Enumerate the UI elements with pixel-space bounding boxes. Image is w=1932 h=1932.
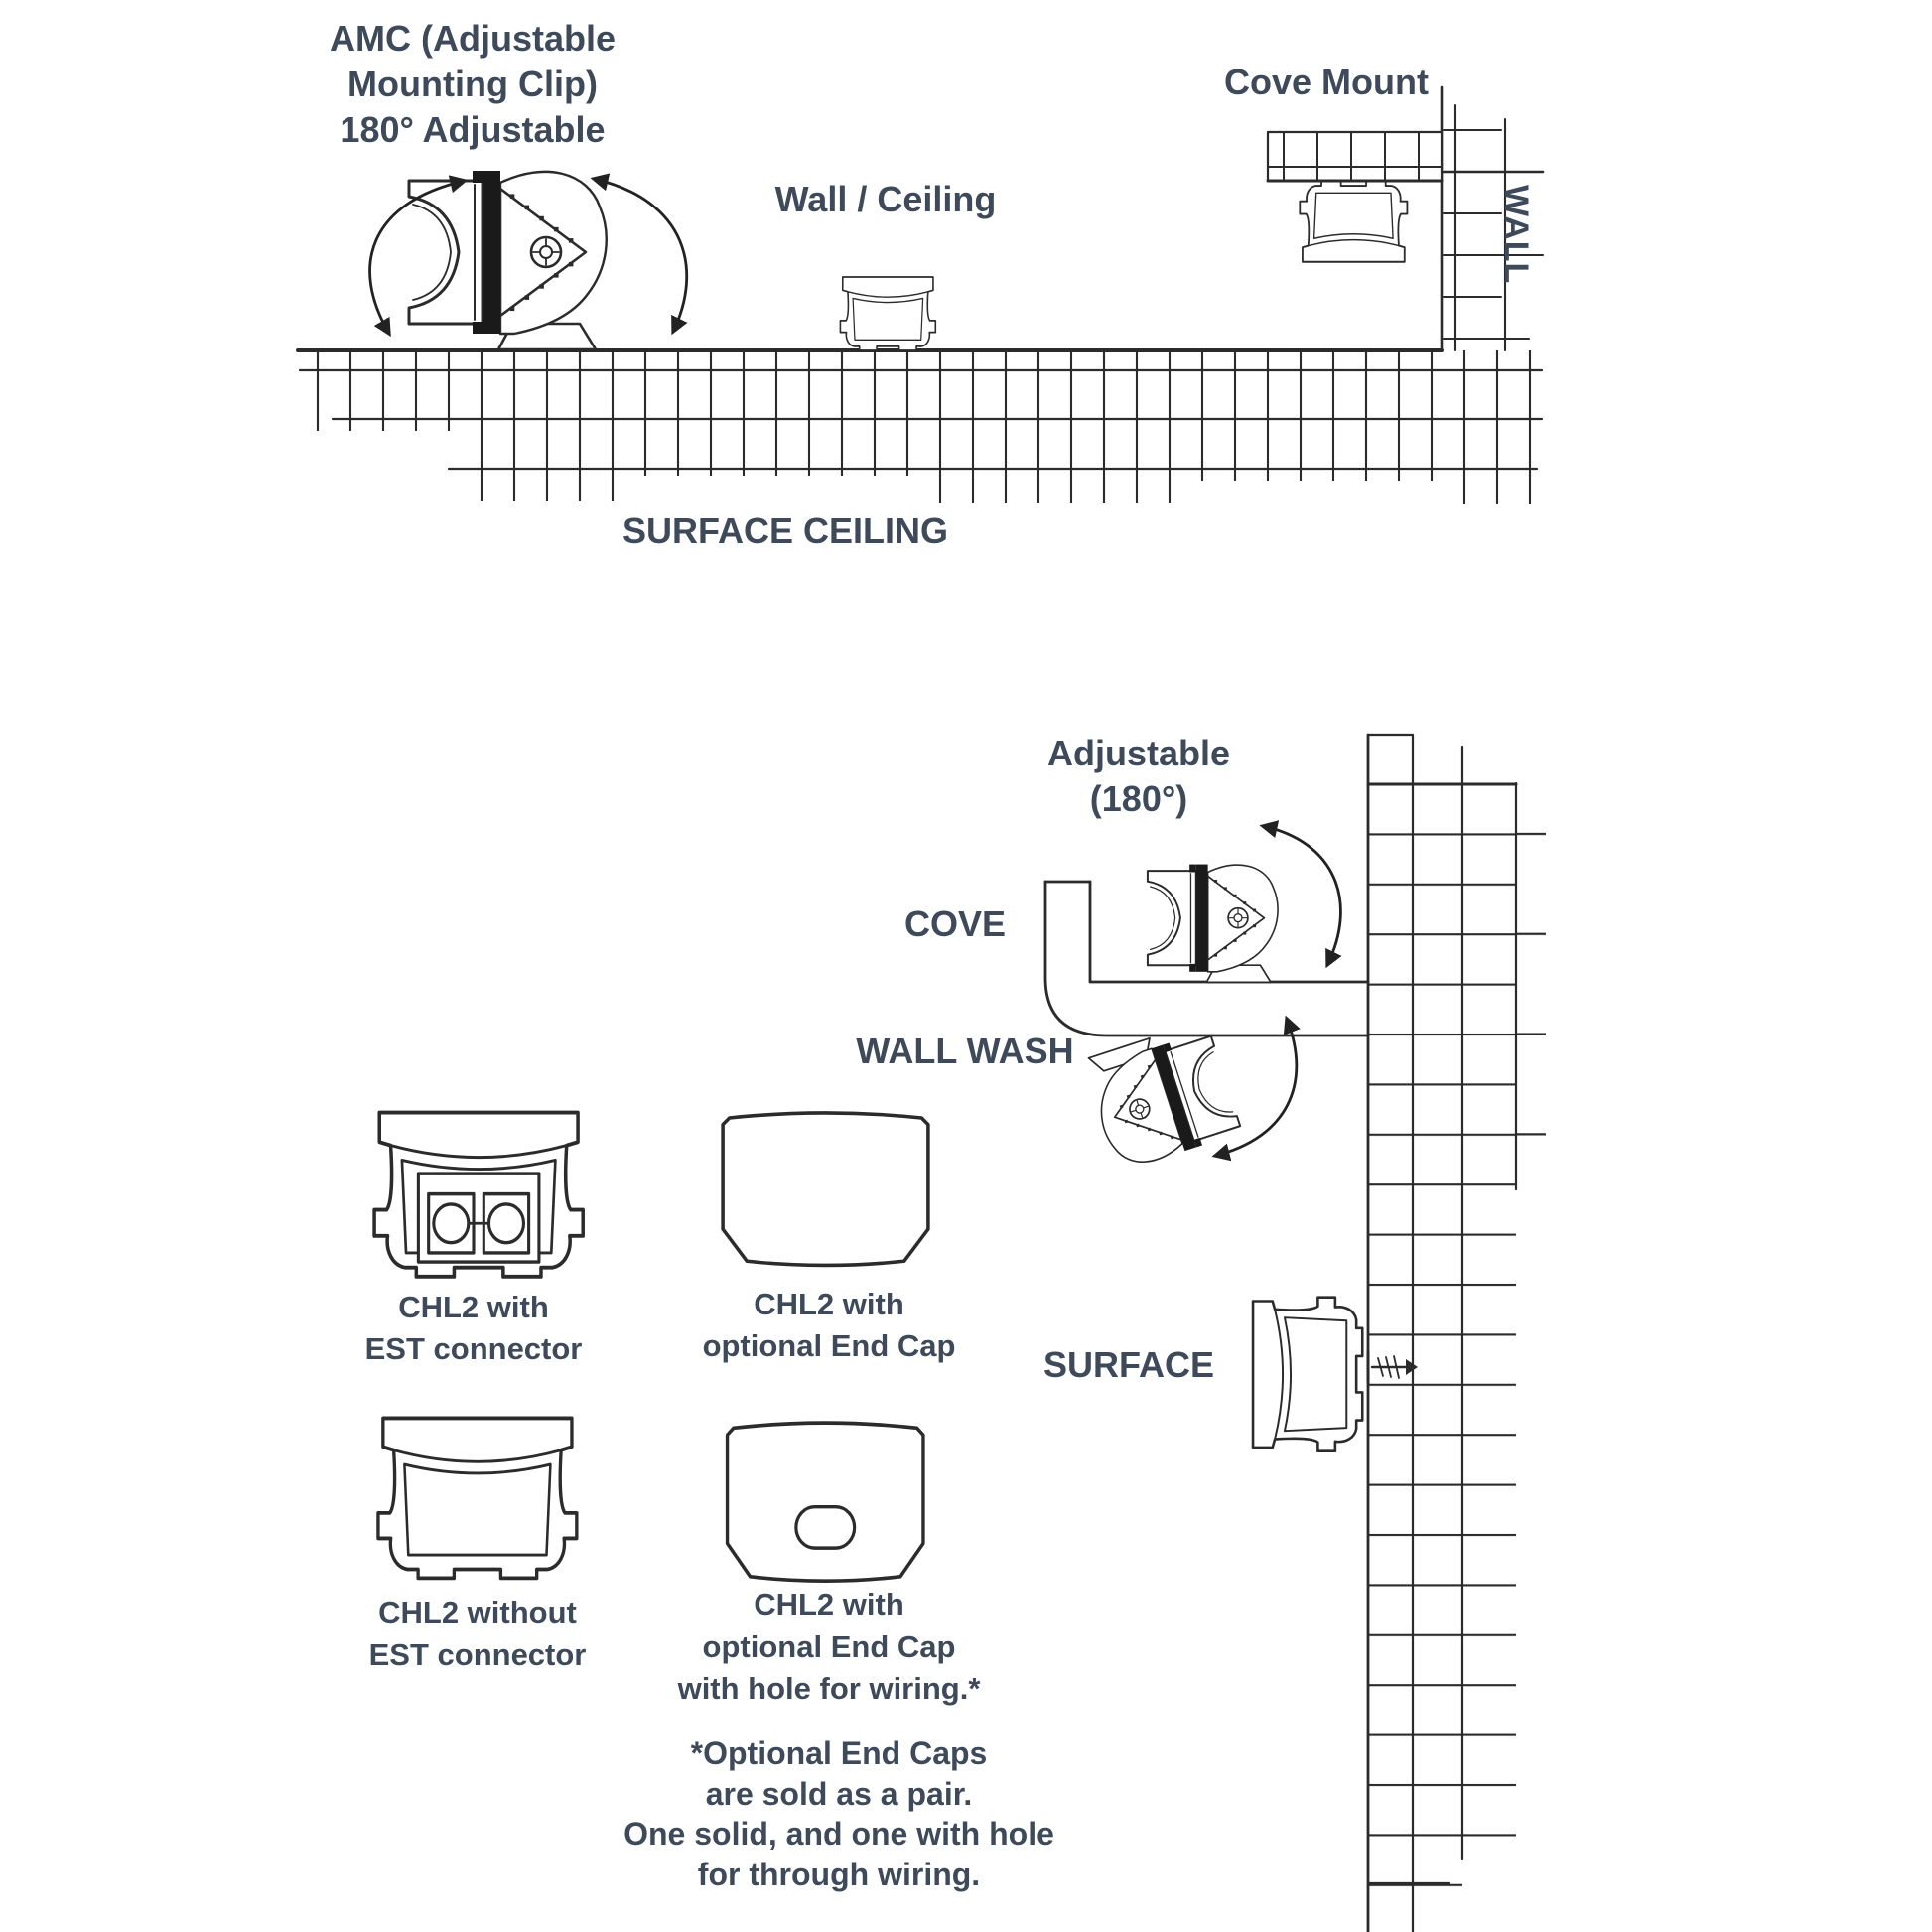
cove-clip-drawing (1148, 865, 1278, 983)
amc-label-line2: Mounting Clip) (347, 64, 598, 105)
wall-wash-label: WALL WASH (856, 1031, 1074, 1071)
surface-channel-drawing (1253, 1298, 1362, 1451)
amc-clip-drawing (409, 171, 607, 349)
chl2-no-est-caption (369, 1592, 587, 1676)
chl2-endcap-hole-caption-line3: with hole for wiring.* (677, 1671, 981, 1707)
cove-ledge (1268, 132, 1442, 181)
cove-mount-channel-drawing (1300, 182, 1407, 262)
chl2-no-est-section-drawing (378, 1418, 577, 1578)
adjustable-label (1047, 731, 1230, 822)
lower-wall-hatch (1368, 735, 1546, 1932)
surface-label: SURFACE (1042, 1344, 1215, 1385)
chl2-no-est-caption-line2: EST connector (368, 1637, 587, 1673)
chl2-endcap-hole-caption (678, 1585, 981, 1710)
est-connector (418, 1173, 539, 1262)
chl2-est-caption-line1: CHL2 with (398, 1290, 549, 1324)
amc-label-line1: AMC (Adjustable (330, 18, 616, 59)
chl2-endcap-hole-caption-line2: optional End Cap (702, 1629, 956, 1665)
chl2-est-caption-line2: EST connector (364, 1331, 583, 1367)
endcap-footnote-line3: One solid, and one with hole (623, 1816, 1054, 1853)
amc-label-line3: 180° Adjustable (340, 109, 606, 151)
chl2-endcap-drawing (723, 1113, 928, 1265)
chl2-endcap-caption-line1: CHL2 with (754, 1287, 904, 1321)
adjustable-label-line2: (180°) (1089, 778, 1188, 820)
chl2-endcap-hole-drawing (728, 1423, 923, 1581)
cove-mount-label: Cove Mount (1224, 62, 1429, 102)
wall-vertical-label: WALL (1497, 185, 1535, 285)
endcap-footnote-line2: are sold as a pair. (705, 1775, 973, 1812)
wall-wash-clip-drawing (1082, 1020, 1242, 1173)
endcap-footnote (623, 1733, 1054, 1895)
cove-label: COVE (903, 903, 1007, 944)
wall-ceiling-label: Wall / Ceiling (774, 179, 997, 219)
chl2-est-section-drawing (374, 1113, 583, 1277)
chl2-endcap-caption-line2: optional End Cap (702, 1328, 956, 1364)
adjustable-label-line1: Adjustable (1046, 733, 1231, 773)
surface-ceiling-hatch (298, 350, 1542, 504)
endcap-footnote-line4: for through wiring. (697, 1856, 981, 1892)
rotation-arrow-wall-wash (1215, 1019, 1297, 1156)
wall-ceiling-channel-drawing (840, 277, 935, 350)
chl2-no-est-caption-line1: CHL2 without (378, 1595, 577, 1630)
amc-label (330, 16, 616, 153)
chl2-endcap-caption (703, 1284, 956, 1367)
chl2-endcap-hole-caption-line1: CHL2 with (754, 1587, 904, 1622)
surface-ceiling-label: SURFACE CEILING (621, 510, 949, 551)
endcap-footnote-line1: *Optional End Caps (690, 1735, 988, 1771)
chl2-est-caption (365, 1287, 583, 1370)
